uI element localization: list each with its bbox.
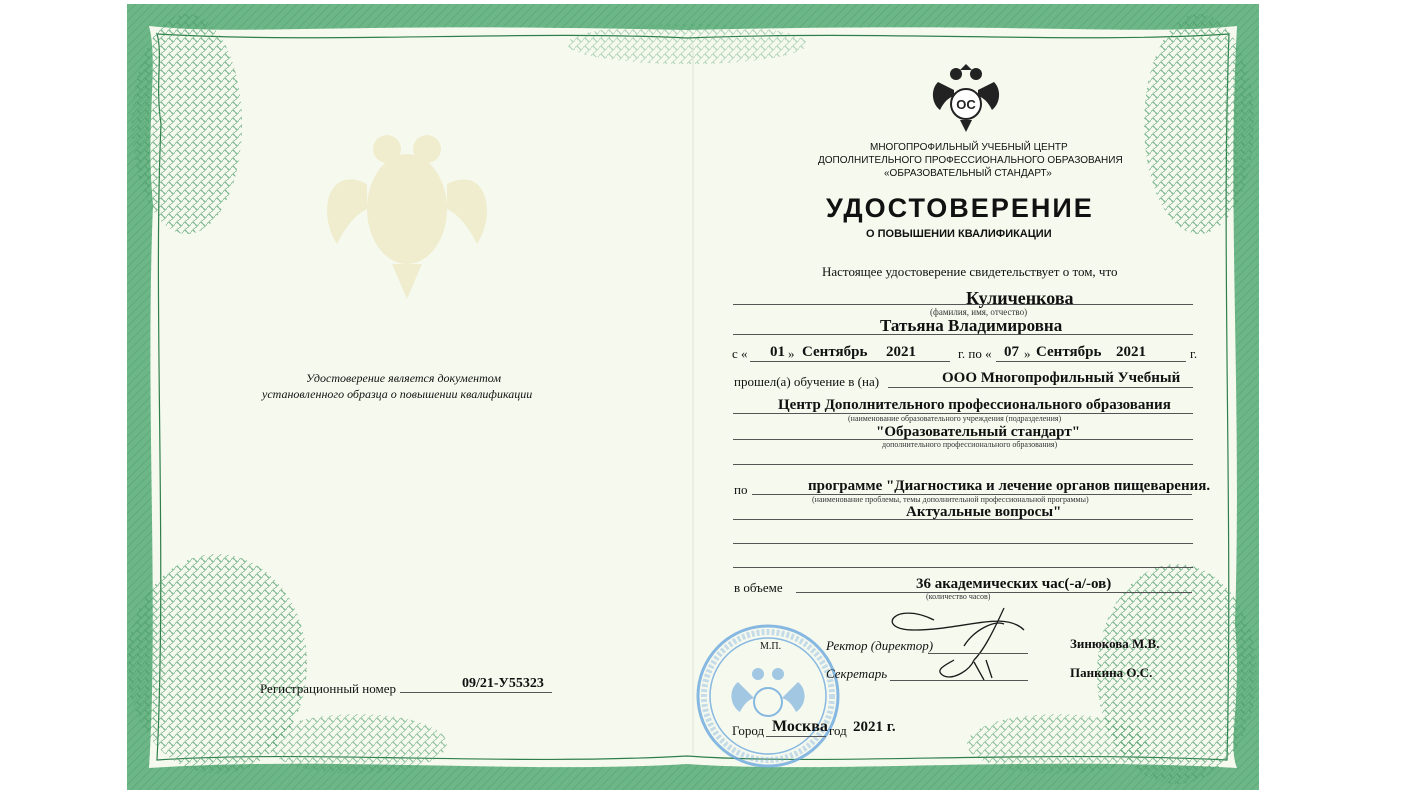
signature-line: [890, 680, 1028, 681]
person-caption: (фамилия, имя, отчество): [930, 307, 1028, 317]
period-from-close: »: [788, 346, 795, 361]
period-from-month: Сентябрь: [802, 344, 868, 360]
underline: [733, 334, 1193, 335]
institution-caption-1: (наименование образовательного учреждения (подразделения): [848, 414, 1062, 423]
person-surname: Куличенкова: [966, 288, 1074, 308]
program-line-1: программе "Диагностика и лечение органов пищеварения.: [808, 478, 1211, 494]
underline: [766, 736, 826, 737]
period-to-close: »: [1024, 346, 1031, 361]
document-subtitle: О ПОВЫШЕНИИ КВАЛИФИКАЦИИ: [866, 228, 1052, 240]
underline: [750, 361, 950, 362]
underline: [733, 304, 1193, 305]
org-line-3: «ОБРАЗОВАТЕЛЬНЫЙ СТАНДАРТ»: [884, 168, 1052, 179]
institution-label: прошел(а) обучение в (на): [734, 374, 880, 389]
org-line-2: ДОПОЛНИТЕЛЬНОГО ПРОФЕССИОНАЛЬНОГО ОБРАЗОВАНИЯ: [818, 155, 1123, 166]
left-note-line-1: Удостоверение является документом: [306, 371, 501, 385]
underline: [733, 439, 1193, 440]
institution-line-1: ООО Многопрофильный Учебный: [942, 370, 1181, 386]
city-label: Город: [732, 723, 765, 738]
year-label: год: [829, 723, 847, 738]
city-value: Москва: [772, 718, 828, 735]
rector-name: Зинюкова М.В.: [1070, 636, 1160, 651]
left-note-line-2: установленного образца о повышении квалификации: [262, 387, 533, 401]
reg-label: Регистрационный номер: [260, 681, 396, 696]
eagle-emblem-icon: [930, 64, 1002, 132]
intro-text: Настоящее удостоверение свидетельствует о том, что: [822, 264, 1118, 279]
period-to-prefix: г. по «: [958, 346, 992, 361]
underline: [733, 519, 1193, 520]
secretary-label: Секретарь: [826, 666, 888, 681]
period-from-year: 2021: [886, 344, 916, 360]
underline: [400, 692, 552, 693]
stamp-label: М.П.: [760, 641, 782, 652]
rector-label: Ректор (директор): [826, 638, 934, 653]
secretary-name: Панкина О.С.: [1070, 665, 1153, 680]
period-to-day: 07: [1004, 344, 1019, 360]
period-suffix: г.: [1190, 346, 1198, 361]
underline: [733, 464, 1193, 465]
signature-line: [928, 653, 1028, 654]
watermark-eagle-icon: [307, 104, 507, 304]
period-from-prefix: с «: [732, 346, 748, 361]
underline: [996, 361, 1186, 362]
year-value: 2021 г.: [853, 719, 896, 735]
institution-line-2: Центр Дополнительного профессионального образования: [778, 397, 1171, 413]
institution-caption-2: дополнительного профессионального образования): [882, 440, 1058, 449]
underline: [733, 567, 1193, 568]
underline: [888, 387, 1193, 388]
institution-line-3: "Образовательный стандарт": [876, 424, 1081, 440]
emblem-letters: ОС: [956, 97, 976, 112]
reg-number: 09/21-У55323: [462, 676, 544, 691]
document-title: УДОСТОВЕРЕНИЕ: [826, 193, 1094, 223]
underline: [733, 543, 1193, 544]
program-line-2: Актуальные вопросы": [906, 504, 1062, 520]
volume-value: 36 академических час(-а/-ов): [916, 576, 1112, 592]
volume-label: в объеме: [734, 580, 783, 595]
program-label: по: [734, 482, 748, 497]
period-to-year: 2021: [1116, 344, 1146, 360]
period-to-month: Сентябрь: [1036, 344, 1102, 360]
volume-caption: (количество часов): [926, 592, 991, 601]
person-name: Татьяна Владимировна: [880, 316, 1063, 335]
program-caption: (наименование проблемы, темы дополнительной профессиональной программы): [812, 495, 1089, 504]
org-line-1: МНОГОПРОФИЛЬНЫЙ УЧЕБНЫЙ ЦЕНТР: [870, 142, 1068, 153]
period-from-day: 01: [770, 344, 785, 360]
